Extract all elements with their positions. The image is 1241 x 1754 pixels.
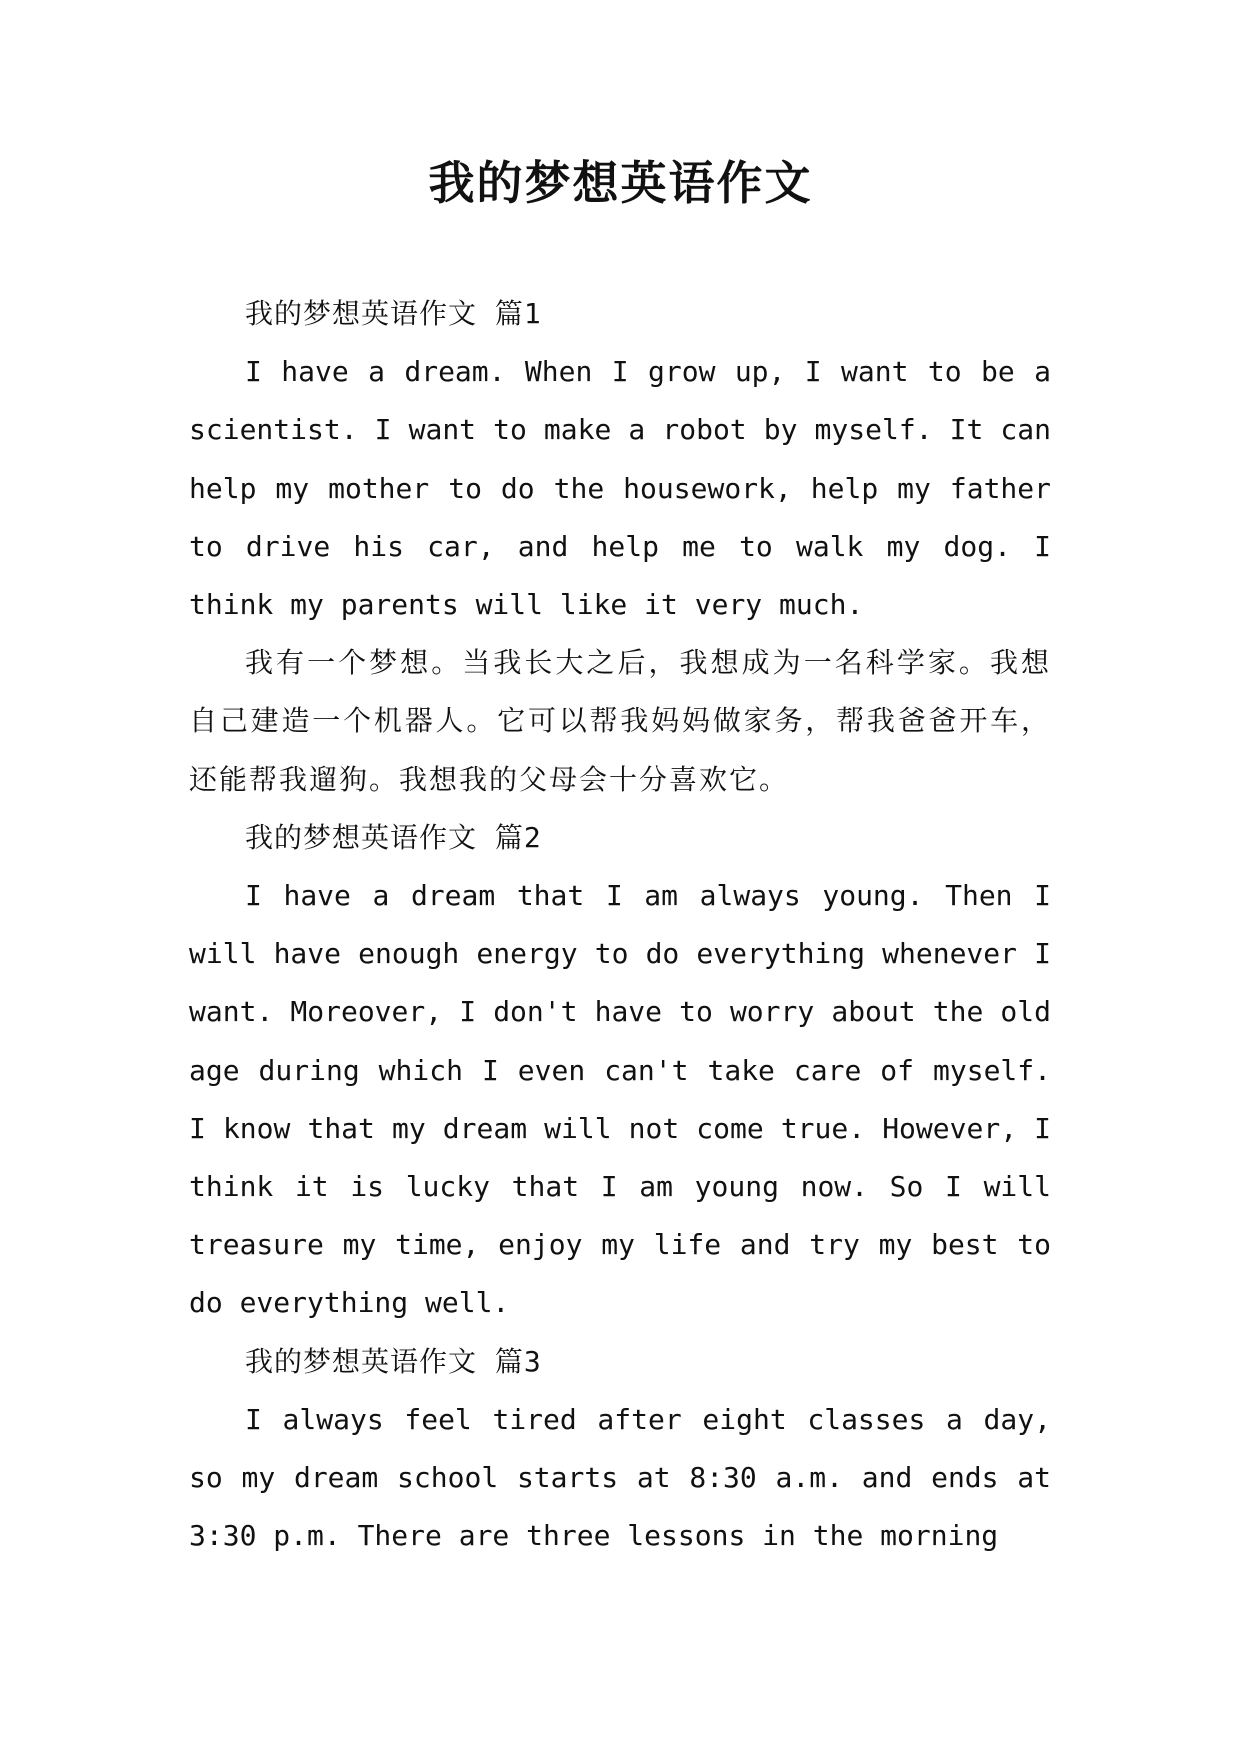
section-heading-1: 我的梦想英语作文 篇1 xyxy=(245,297,542,330)
section-2-english-paragraph: I have a dream that I am always young. Then I will have enough energy to do everything whenever I want. Moreover, I don't have to worry about the old age during which I even can't take care of myself. I know that my dream will not come true. However, I think it is lucky that I am young now. So I will treasure my time, enjoy my life and try my best to do everything well. xyxy=(189,879,1051,1320)
section-1-chinese-paragraph: 我有一个梦想。当我长大之后，我想成为一名科学家。我想自己建造一个机器人。它可以帮我妈妈做家务，帮我爸爸开车，还能帮我遛狗。我想我的父母会十分喜欢它。 xyxy=(189,646,1051,796)
section-3-english-paragraph: I always feel tired after eight classes a day, so my dream school starts at 8:30 a.m. and ends at 3:30 p.m. There are three lessons in the morning xyxy=(189,1402,1051,1553)
document-body xyxy=(189,285,1051,1565)
section-heading-3: 我的梦想英语作文 篇3 xyxy=(245,1344,542,1378)
section-heading-2: 我的梦想英语作文 篇2 xyxy=(245,820,542,854)
section-1-english-paragraph: I have a dream. When I grow up, I want to be a scientist. I want to make a robot by myself. It can help my mother to do the housework, help my father to drive his car, and help me to walk my dog. I think my parents will like it very much. xyxy=(189,355,1051,622)
document-title: 我的梦想英语作文 xyxy=(428,156,813,210)
